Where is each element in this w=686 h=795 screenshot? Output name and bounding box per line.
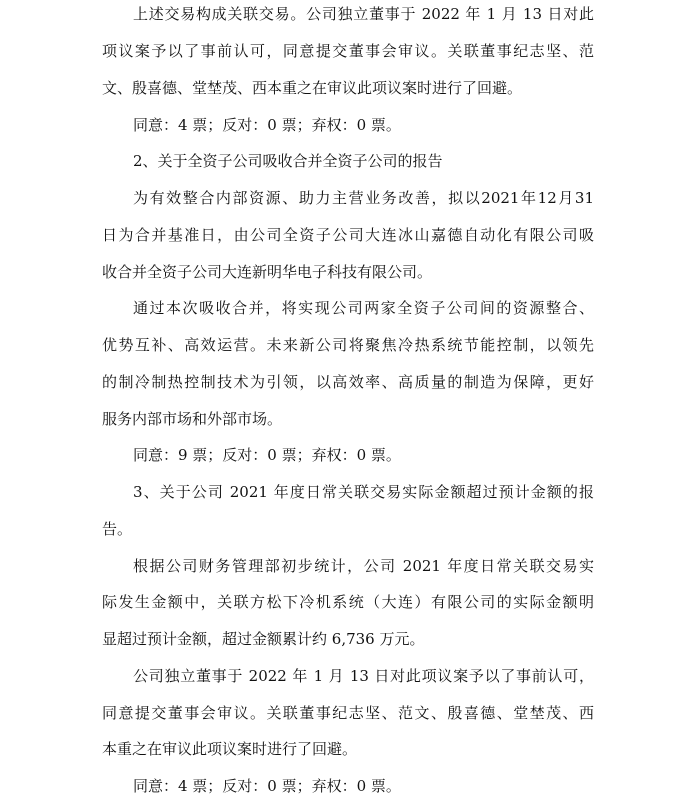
vote-result-line: 同意：9 票；反对：0 票；弃权：0 票。 xyxy=(133,446,401,464)
text-line: 优势互补、高效运营。未来新公司将聚焦冷热系统节能控制，以领先 xyxy=(102,336,594,354)
text-line: 日为合并基准日，由公司全资子公司大连冰山嘉德自动化有限公司吸 xyxy=(102,226,594,244)
vote-result-line: 同意：4 票；反对：0 票；弃权：0 票。 xyxy=(133,116,401,134)
text-line: 显超过预计金额，超过金额累计约 6,736 万元。 xyxy=(102,630,425,648)
text-line: 收合并全资子公司大连新明华电子科技有限公司。 xyxy=(102,263,433,281)
text-line: 通过本次吸收合并，将实现公司两家全资子公司间的资源整合、 xyxy=(133,299,594,317)
section-heading: 告。 xyxy=(102,520,133,538)
text-line: 公司独立董事于 2022 年 1 月 13 日对此项议案予以了事前认可， xyxy=(133,667,594,685)
text-line: 同意提交董事会审议。关联董事纪志坚、范文、殷喜德、堂埜茂、西 xyxy=(102,704,594,722)
text-line: 的制冷制热控制技术为引领，以高效率、高质量的制造为保障，更好 xyxy=(102,373,594,391)
section-heading: 2、关于全资子公司吸收合并全资子公司的报告 xyxy=(133,152,443,170)
text-line: 服务内部市场和外部市场。 xyxy=(102,410,283,428)
text-line: 际发生金额中，关联方松下冷机系统（大连）有限公司的实际金额明 xyxy=(102,593,594,611)
text-line: 上述交易构成关联交易。公司独立董事于 2022 年 1 月 13 日对此 xyxy=(133,5,594,23)
text-line: 项议案予以了事前认可，同意提交董事会审议。关联董事纪志坚、范 xyxy=(102,42,594,60)
vote-result-line: 同意：4 票；反对：0 票；弃权：0 票。 xyxy=(133,777,401,795)
section-heading: 3、关于公司 2021 年度日常关联交易实际金额超过预计金额的报 xyxy=(133,483,594,501)
text-line: 本重之在审议此项议案时进行了回避。 xyxy=(102,740,358,758)
text-line: 文、殷喜德、堂埜茂、西本重之在审议此项议案时进行了回避。 xyxy=(102,79,523,97)
text-line: 根据公司财务管理部初步统计，公司 2021 年度日常关联交易实 xyxy=(133,557,594,575)
text-line: 为有效整合内部资源、助力主营业务改善，拟以2021年12月31 xyxy=(133,189,594,207)
